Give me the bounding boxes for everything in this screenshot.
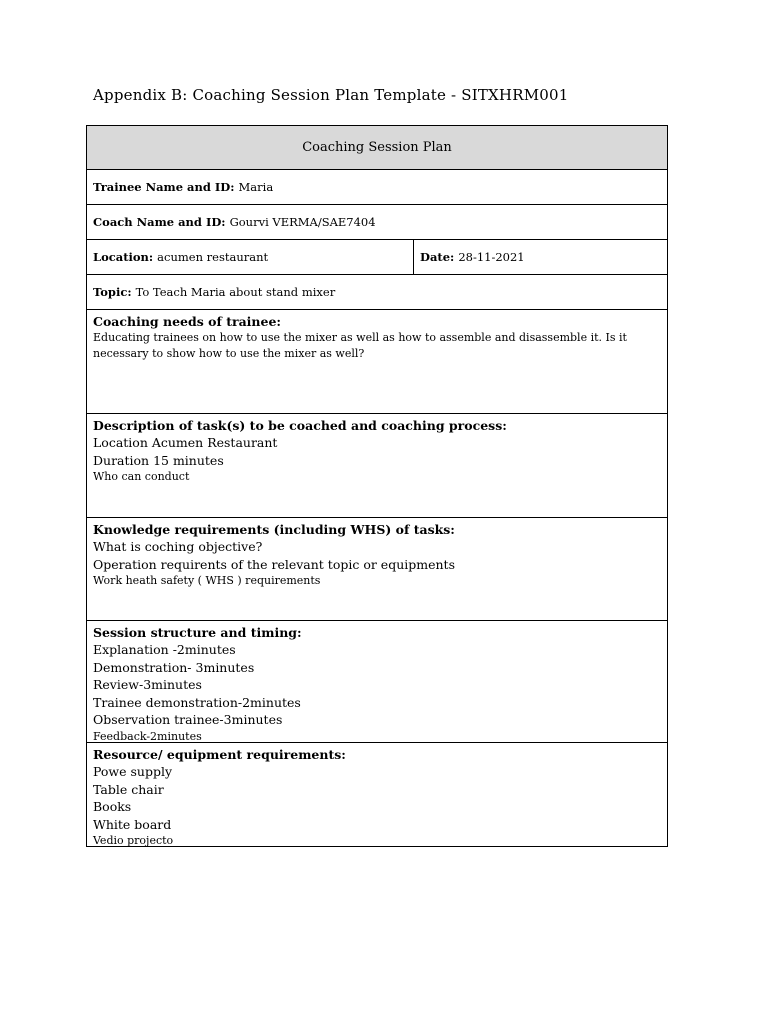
- form-title-row: [87, 126, 667, 169]
- knowledge-line: Work heath safety ( WHS ) requirements: [93, 574, 321, 588]
- topic-row: [87, 274, 667, 309]
- session-line: Review-3minutes: [93, 677, 202, 693]
- session-label: Session structure and timing:: [93, 625, 302, 640]
- resources-line: Table chair: [93, 781, 164, 797]
- coach-label: Coach Name and ID:: [93, 215, 226, 229]
- session-line: Trainee demonstration-2minutes: [93, 694, 301, 710]
- resources-section: [87, 742, 667, 846]
- location-date-row: [87, 239, 667, 274]
- session-line: Explanation -2minutes: [93, 642, 236, 657]
- coaching-needs-text: Educating trainees on how to use the mixer as well as how to assemble and disassemble it. Is it necessary to show how to use the mixer as well?: [93, 331, 627, 360]
- location-label: Location:: [93, 250, 154, 264]
- topic-label: Topic:: [93, 285, 132, 299]
- session-line: Feedback-2minutes: [93, 729, 202, 743]
- coaching-session-plan-form: [86, 125, 668, 847]
- description-line: Who can conduct: [93, 470, 190, 484]
- knowledge-line: What is coching objective?: [93, 539, 263, 554]
- session-section: [87, 620, 667, 742]
- coaching-needs-label: Coaching needs of trainee:: [93, 314, 282, 329]
- session-line: Observation trainee-3minutes: [93, 712, 283, 728]
- resources-line: Powe supply: [93, 764, 173, 779]
- description-line: Duration 15 minutes: [93, 452, 224, 468]
- form-title: Coaching Session Plan: [302, 140, 452, 155]
- knowledge-line: Operation requirents of the relevant topic or equipments: [93, 556, 455, 572]
- document-heading: Appendix B: Coaching Session Plan Template - SITXHRM001: [93, 86, 569, 104]
- description-label: Description of task(s) to be coached and coaching process:: [93, 418, 507, 433]
- description-section: [87, 413, 667, 517]
- location-value: acumen restaurant: [157, 250, 269, 264]
- trainee-value: Maria: [238, 180, 274, 194]
- resources-line: White board: [93, 816, 172, 832]
- knowledge-label: Knowledge requirements (including WHS) of tasks:: [93, 522, 455, 537]
- resources-line: Books: [93, 799, 132, 815]
- coach-value: Gourvi VERMA/SAE7404: [229, 215, 376, 229]
- knowledge-section: [87, 517, 667, 620]
- resources-line: Vedio projecto: [93, 834, 174, 848]
- session-line: Demonstration- 3minutes: [93, 659, 255, 675]
- resources-label: Resource/ equipment requirements:: [93, 747, 346, 762]
- date-label: Date:: [420, 250, 455, 264]
- coach-row: [87, 204, 667, 239]
- topic-value: To Teach Maria about stand mixer: [135, 285, 336, 299]
- trainee-row: [87, 169, 667, 204]
- description-line: Location Acumen Restaurant: [93, 435, 278, 450]
- coaching-needs-section: [87, 309, 667, 413]
- trainee-label: Trainee Name and ID:: [93, 180, 235, 194]
- date-value: 28-11-2021: [458, 250, 525, 264]
